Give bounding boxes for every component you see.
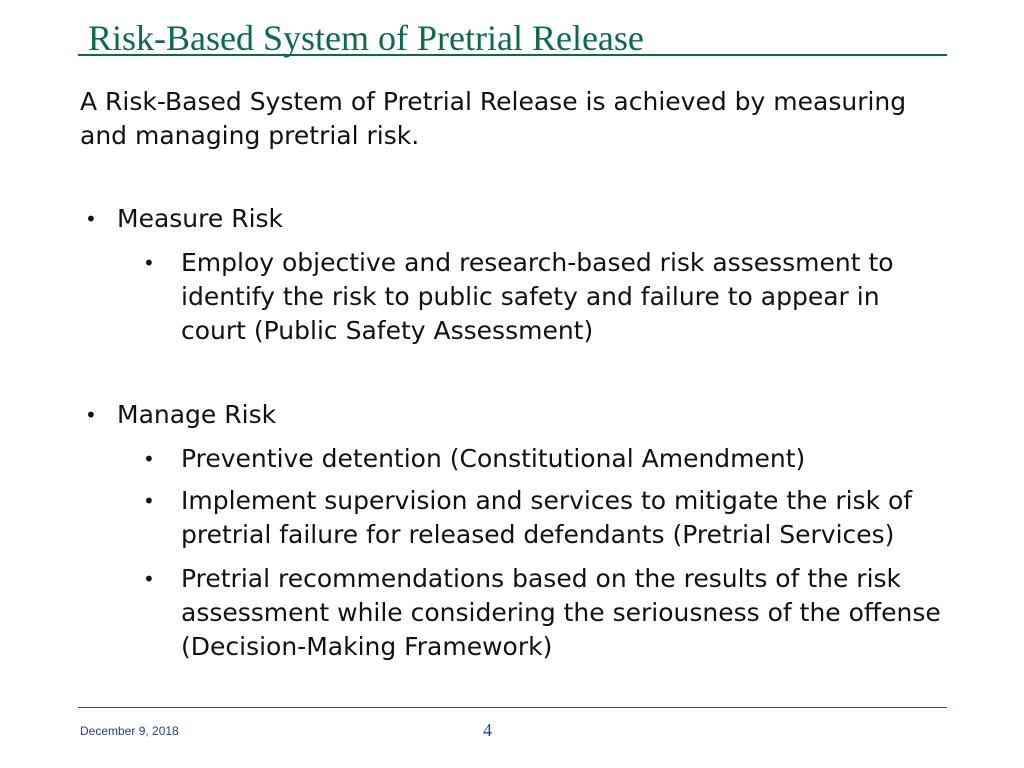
sub-bullet-text: Employ objective and research-based risk assessment to identify the risk to public safety and failure to appear in court (Public Safety Assessment) bbox=[181, 248, 894, 345]
sub-bullet-text: Implement supervision and services to mitigate the risk of pretrial failure for released defendants (Pretrial Services) bbox=[181, 486, 913, 549]
sub-bullet-recommendations bbox=[143, 562, 941, 664]
bullet-measure-risk bbox=[85, 202, 947, 236]
bullet-dot: • bbox=[143, 251, 155, 275]
title-underline bbox=[78, 54, 947, 56]
bullet-dot: • bbox=[143, 489, 155, 513]
intro-paragraph: A Risk-Based System of Pretrial Release is achieved by measuring and managing pretrial risk. bbox=[80, 87, 907, 150]
sub-bullet-text: Pretrial recommendations based on the results of the risk assessment while considering the seriousness of the offense (Decision-Making Framework) bbox=[181, 564, 941, 661]
bullet-dot: • bbox=[85, 207, 97, 231]
sub-bullet-preventive-detention bbox=[143, 442, 941, 476]
sub-bullet-supervision bbox=[143, 484, 941, 552]
bullet-label: Manage Risk bbox=[117, 400, 277, 429]
page-number: 4 bbox=[483, 720, 492, 740]
footer-date: December 9, 2018 bbox=[80, 724, 179, 738]
sub-bullet-risk-assessment bbox=[143, 246, 941, 348]
sub-bullet-text: Preventive detention (Constitutional Amendment) bbox=[181, 444, 806, 473]
footer-divider bbox=[78, 707, 947, 708]
slide-title: Risk-Based System of Pretrial Release bbox=[88, 18, 644, 58]
bullet-dot: • bbox=[143, 567, 155, 591]
bullet-manage-risk bbox=[85, 398, 947, 432]
bullet-dot: • bbox=[85, 403, 97, 427]
bullet-label: Measure Risk bbox=[117, 204, 284, 233]
bullet-dot: • bbox=[143, 447, 155, 471]
